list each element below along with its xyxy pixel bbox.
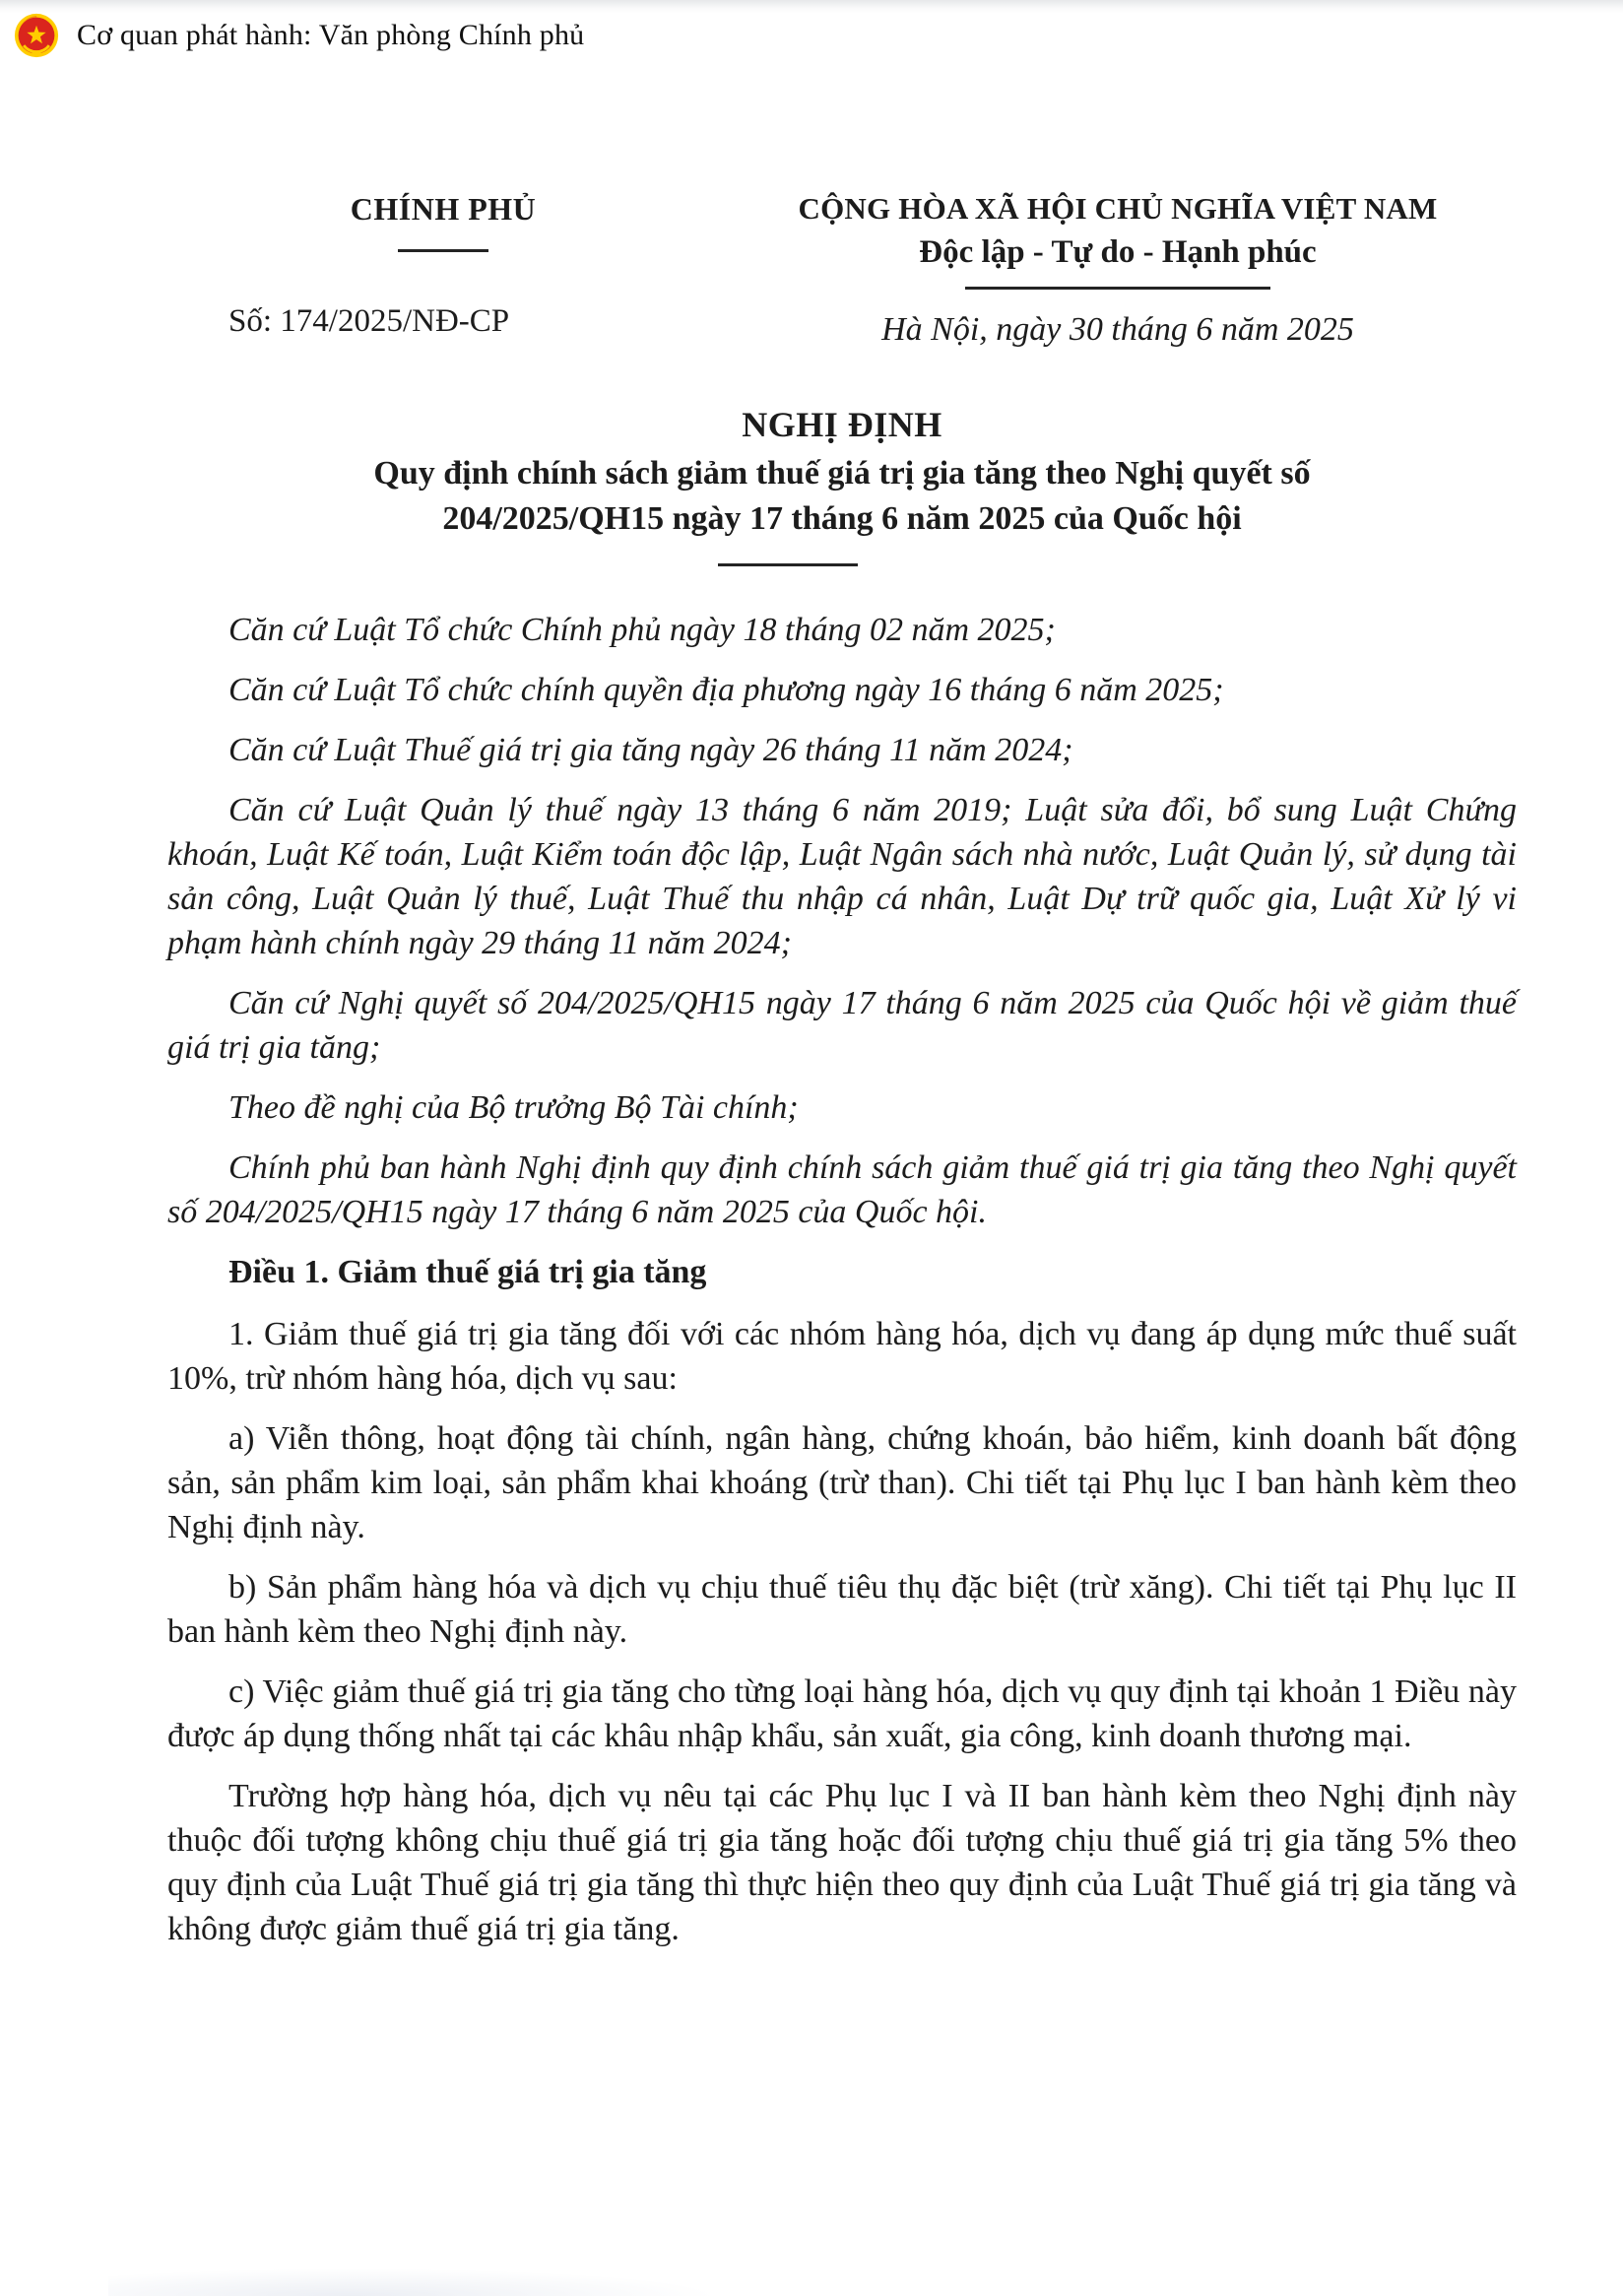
article-paragraph: b) Sản phẩm hàng hóa và dịch vụ chịu thuế tiêu thụ đặc biệt (trừ xăng). Chi tiết tại Phụ lục II ban hành kèm theo Nghị định này. bbox=[167, 1569, 1517, 1650]
doc-number: Số: 174/2025/NĐ-CP bbox=[228, 303, 510, 339]
preamble-paragraph: Căn cứ Luật Tổ chức chính quyền địa phương ngày 16 tháng 6 năm 2025; bbox=[228, 672, 1224, 708]
preamble-paragraph: Căn cứ Luật Quản lý thuế ngày 13 tháng 6 năm 2019; Luật sửa đổi, bổ sung Luật Chứng khoán, Luật Kế toán, Luật Kiểm toán độc lập, Luật Ngân sách nhà nước, Luật Quản lý, sử dụng tài sản công, Luật Quản lý thuế, Luật Thuế thu nhập cá nhân, Luật Dự trữ quốc gia, Luật Xử lý vi phạm hành chính ngày 29 tháng 11 năm 2024; bbox=[167, 792, 1517, 961]
article-paragraph: 1. Giảm thuế giá trị gia tăng đối với các nhóm hàng hóa, dịch vụ đang áp dụng mức thuế suất 10%, trừ nhóm hàng hóa, dịch vụ sau: bbox=[167, 1316, 1517, 1397]
place-date: Hà Nội, ngày 30 tháng 6 năm 2025 bbox=[881, 311, 1354, 348]
org-name: CHÍNH PHỦ bbox=[350, 191, 537, 227]
article-paragraph: Trường hợp hàng hóa, dịch vụ nêu tại các Phụ lục I và II ban hành kèm theo Nghị định này thuộc đối tượng không chịu thuế giá trị gia tăng hoặc đối tượng chịu thuế giá trị gia tăng 5% theo quy định của Luật Thuế giá trị gia tăng thì thực hiện theo quy định của Luật Thuế giá trị gia tăng và không được giảm thuế giá trị gia tăng. bbox=[167, 1778, 1517, 1947]
national-motto: Độc lập - Tự do - Hạnh phúc bbox=[919, 234, 1317, 270]
scan-artifact-bottom bbox=[108, 2268, 719, 2296]
org-divider bbox=[398, 249, 488, 252]
header-right-column bbox=[719, 191, 1517, 349]
decree-subtitle: Quy định chính sách giảm thuế giá trị gia tăng theo Nghị quyết số 204/2025/QH15 ngày 17 tháng 6 năm 2025 của Quốc hội bbox=[373, 455, 1311, 537]
preamble-paragraph: Chính phủ ban hành Nghị định quy định chính sách giảm thuế giá trị gia tăng theo Nghị quyết số 204/2025/QH15 ngày 17 tháng 6 năm 2025 của Quốc hội. bbox=[167, 1149, 1517, 1230]
header-left-column bbox=[167, 191, 719, 340]
preamble-paragraph: Căn cứ Luật Thuế giá trị gia tăng ngày 26 tháng 11 năm 2024; bbox=[228, 732, 1073, 768]
motto-divider bbox=[965, 287, 1270, 290]
decree-type: NGHỊ ĐỊNH bbox=[742, 405, 942, 444]
preamble-paragraph: Theo đề nghị của Bộ trưởng Bộ Tài chính; bbox=[228, 1089, 799, 1126]
national-emblem-icon bbox=[14, 13, 59, 58]
document-page bbox=[0, 65, 1623, 2026]
article-heading: Điều 1. Giảm thuế giá trị gia tăng bbox=[228, 1254, 707, 1290]
national-title: CỘNG HÒA XÃ HỘI CHỦ NGHĨA VIỆT NAM bbox=[798, 191, 1438, 226]
preamble-paragraph: Căn cứ Luật Tổ chức Chính phủ ngày 18 tháng 02 năm 2025; bbox=[228, 612, 1056, 648]
title-divider bbox=[718, 563, 858, 566]
viewer-header bbox=[0, 0, 1623, 65]
document-header bbox=[167, 191, 1517, 349]
preamble-paragraph: Căn cứ Nghị quyết số 204/2025/QH15 ngày 17 tháng 6 năm 2025 của Quốc hội về giảm thuế giá trị gia tăng; bbox=[167, 985, 1517, 1066]
issuer-label: Cơ quan phát hành: Văn phòng Chính phủ bbox=[77, 19, 585, 51]
article-paragraph: c) Việc giảm thuế giá trị gia tăng cho từng loại hàng hóa, dịch vụ quy định tại khoản 1 Điều này được áp dụng thống nhất tại các khâu nhập khẩu, sản xuất, gia công, kinh doanh thương mại. bbox=[167, 1673, 1517, 1754]
title-block bbox=[167, 404, 1517, 566]
document-body bbox=[167, 608, 1517, 1951]
article-paragraph: a) Viễn thông, hoạt động tài chính, ngân hàng, chứng khoán, bảo hiểm, kinh doanh bất động sản, sản phẩm kim loại, sản phẩm khai khoáng (trừ than). Chi tiết tại Phụ lục I ban hành kèm theo Nghị định này. bbox=[167, 1420, 1517, 1545]
